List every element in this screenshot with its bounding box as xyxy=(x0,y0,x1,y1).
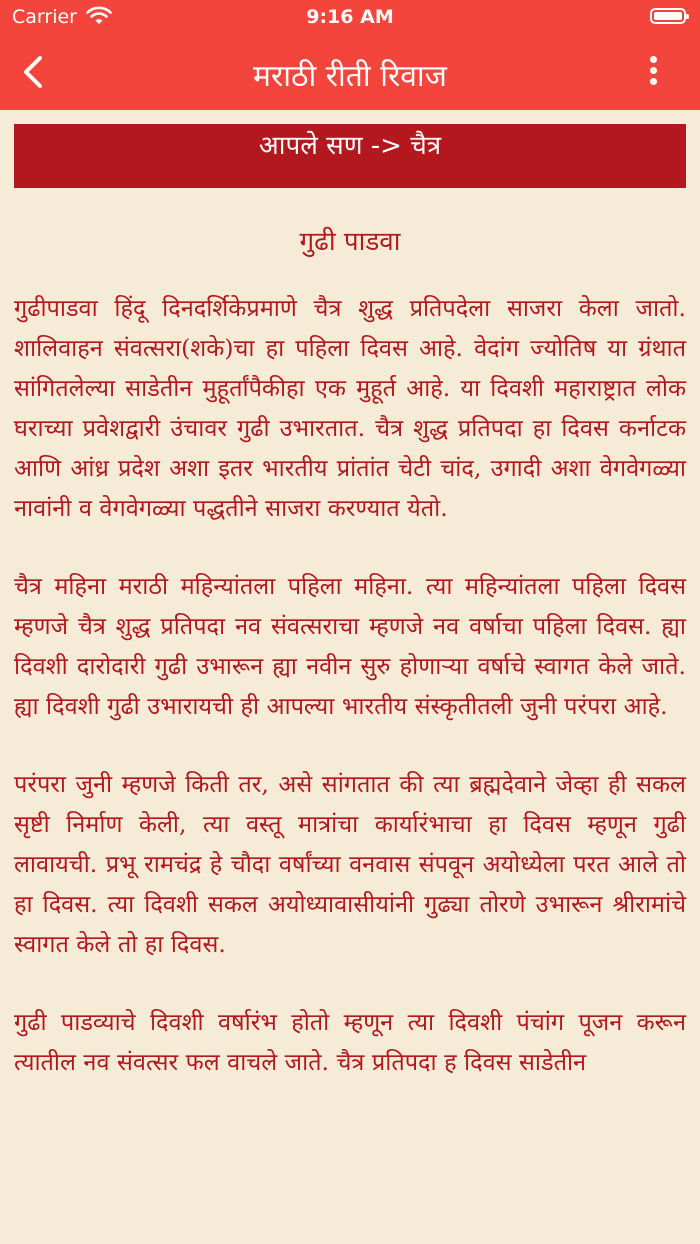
status-bar xyxy=(0,0,700,36)
more-options-icon[interactable] xyxy=(646,54,660,94)
article-paragraph: गुढीपाडवा हिंदू दिनदर्शिकेप्रमाणे चैत्र शुद्ध प्रतिपदेला साजरा केला जातो. शालिवाहन संवत्सरा(शके)चा हा पहिला दिवस आहे. वेदांग ज्योतिष या ग्रंथात सांगितलेल्या साडेतीन मुहूर्तांपैकीहा एक मुहूर्त आहे. या दिवशी महाराष्ट्रात लोक घराच्या प्रवेशद्वारी उंचावर गुढी उभारतात. चैत्र शुद्ध प्रतिपदा हा दिवस कर्नाटक आणि आंध्र प्रदेश अशा इतर भारतीय प्रांतांत चेटी चांद, उगादी अशा वेगवेगळ्या नावांनी व वेगवेगळ्या पद्धतीने साजरा करण्यात येतो. xyxy=(14,294,686,522)
article-paragraph: परंपरा जुनी म्हणजे किती तर, असे सांगतात की त्या ब्रह्मदेवाने जेव्हा ही सकल सृष्टी निर्माण केली, त्या वस्तू मात्रांचा कार्यारंभाचा हा दिवस म्हणून गुढी लावायची. प्रभू रामचंद्र हे चौदा वर्षांच्या वनवास संपवून अयोध्येला परत आले तो हा दिवस. त्या दिवशी सकल अयोध्यावासीयांनी गुढ्या तोरणे उभारून श्रीरामांचे स्वागत केले तो हा दिवस. xyxy=(14,770,686,958)
carrier-label: Carrier xyxy=(12,6,77,28)
page-title: मराठी रीती रिवाज xyxy=(253,59,447,94)
battery-icon xyxy=(650,8,686,24)
article-content xyxy=(14,220,686,1120)
navigation-bar xyxy=(0,36,700,110)
category-banner: आपले सण -> चैत्र xyxy=(14,124,686,188)
article-paragraph: चैत्र महिना मराठी महिन्यांतला पहिला महिना. त्या महिन्यांतला पहिला दिवस म्हणजे चैत्र शुद्ध प्रतिपदा नव संवत्सराचा म्हणजे नव वर्षाचा पहिला दिवस. ह्या दिवशी दारोदारी गुढी उभारून ह्या नवीन सुरु होणाऱ्या वर्षाचे स्वागत केले जाते. ह्या दिवशी गुढी उभारायची ही आपल्या भारतीय संस्कृतीतली जुनी परंपरा आहे. xyxy=(14,572,686,720)
article-heading: गुढी पाडवा xyxy=(299,227,401,257)
back-arrow-icon[interactable] xyxy=(14,52,54,92)
article-paragraph: गुढी पाडव्याचे दिवशी वर्षारंभ होतो म्हणून त्या दिवशी पंचांग पूजन करून त्यातील नव संवत्सर फल वाचले जाते. चैत्र प्रतिपदा ह दिवस साडेतीन xyxy=(14,1008,686,1076)
clock: 9:16 AM xyxy=(306,6,394,28)
app-header xyxy=(0,0,700,110)
